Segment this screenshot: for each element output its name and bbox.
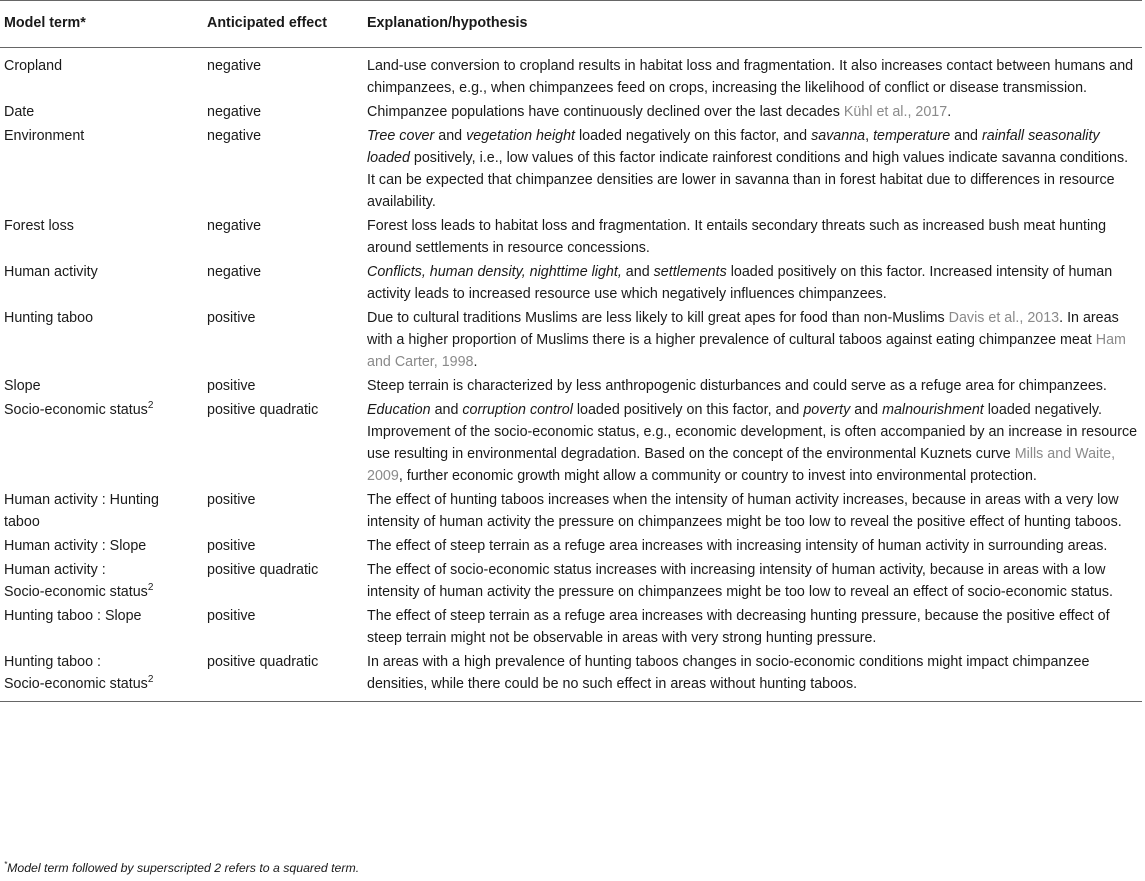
table-row <box>0 99 1142 123</box>
cell-explanation: Steep terrain is characterized by less anthropogenic disturbances and could serve as a refuge area for chimpanzees. <box>367 378 1107 394</box>
explanation-text: , <box>865 128 874 144</box>
table-row <box>0 533 1142 557</box>
cell-explanation: The effect of hunting taboos increases when the intensity of human activity increases, because in areas with a very low intensity of human activity the pressure on chimpanzees might be too low to reveal the positive effect of hunting taboos. <box>367 492 1122 530</box>
citation-link[interactable]: Mills and Waite, 2009 <box>367 446 1116 484</box>
explanation-text: . <box>947 104 952 120</box>
cell-explanation <box>363 305 1142 373</box>
table-row <box>0 259 1142 305</box>
citation-link[interactable]: Davis et al., 2013 <box>948 310 1060 326</box>
cell-explanation <box>363 99 1142 123</box>
italic-term: settlements <box>653 264 727 280</box>
explanation-text: Chimpanzee populations have continuously declined over the last decades <box>367 104 844 120</box>
cell-explanation: The effect of steep terrain as a refuge area increases with decreasing hunting pressure, because the positive effect of steep terrain might not be observable in areas with very strong hunting pressure. <box>367 608 1110 646</box>
table-row <box>0 649 1142 702</box>
citation-link[interactable]: Kühl et al., 2017 <box>843 104 948 120</box>
header-model-term-label: Model term <box>4 15 81 31</box>
explanation-text: and <box>434 128 467 144</box>
cell-effect: positive <box>207 378 256 394</box>
cell-term: Hunting taboo : Slope <box>4 608 142 624</box>
cell-term: Hunting taboo <box>4 310 94 326</box>
table-row <box>0 487 1142 533</box>
cell-term: Human activity : Slope <box>4 538 147 554</box>
italic-term: vegetation height <box>466 128 575 144</box>
cell-effect: positive quadratic <box>207 562 319 578</box>
cell-effect: positive <box>207 608 256 624</box>
cell-explanation <box>363 397 1142 487</box>
cell-effect: negative <box>207 104 262 120</box>
footnote-asterisk: * <box>4 859 8 869</box>
cell-term: Forest loss <box>4 218 74 234</box>
cell-term: Human activity : Hunting taboo <box>4 492 159 530</box>
cell-explanation: Forest loss leads to habitat loss and fragmentation. It entails secondary threats such as increased bush meat hunting around settlements in resource concessions. <box>367 218 1107 256</box>
cell-term <box>0 557 201 603</box>
cell-term <box>0 397 201 487</box>
table-row <box>0 213 1142 259</box>
cell-explanation <box>363 123 1142 213</box>
term-label: Socio-economic status <box>4 402 148 418</box>
explanation-text: loaded negatively. Improvement of the socio-economic status, e.g., economic development, is often accompanied by an increase in resource use resulting in environmental degradation. Based on the concept of the environmental Kuznets curve <box>367 402 1138 462</box>
table-row <box>0 603 1142 649</box>
italic-term: rainfall seasonality loaded <box>367 128 1100 166</box>
table-row <box>0 557 1142 603</box>
table-row <box>0 373 1142 397</box>
header-asterisk: * <box>80 15 86 31</box>
term-label: Hunting taboo : <box>4 654 101 670</box>
term-label: Human activity : <box>4 562 106 578</box>
cell-term: Human activity <box>4 264 98 280</box>
italic-term: Education <box>367 402 431 418</box>
superscript-2: 2 <box>147 400 154 412</box>
header-model-term <box>0 1 201 48</box>
cell-effect: negative <box>207 58 262 74</box>
explanation-text: and <box>621 264 654 280</box>
italic-term: corruption control <box>462 402 573 418</box>
cell-effect: positive <box>207 492 256 508</box>
cell-effect: positive quadratic <box>201 649 363 702</box>
cell-effect: positive quadratic <box>207 402 319 418</box>
cell-explanation: Land-use conversion to cropland results in habitat loss and fragmentation. It also increases contact between humans and chimpanzees, e.g., when chimpanzees feed on crops, increasing the likelihood of conflict or disease transmission. <box>367 58 1134 96</box>
cell-term: Cropland <box>4 58 63 74</box>
cell-effect: negative <box>207 218 262 234</box>
table-row <box>0 123 1142 213</box>
header-explanation: Explanation/hypothesis <box>363 1 1142 48</box>
explanation-text: . In areas with a higher proportion of Muslims there is a higher prevalence of cultural taboos against eating chimpanzee meat <box>367 310 1119 348</box>
cell-effect: negative <box>207 264 262 280</box>
italic-term: malnourishment <box>882 402 984 418</box>
italic-term: temperature <box>873 128 951 144</box>
cell-term: Slope <box>4 378 41 394</box>
cell-explanation: In areas with a high prevalence of hunting taboos changes in socio-economic conditions might impact chimpanzee densities, while there could be no such effect in areas without hunting taboos. <box>363 649 1142 702</box>
cell-explanation: The effect of steep terrain as a refuge area increases with increasing intensity of human activity in surrounding areas. <box>367 538 1108 554</box>
term-label: Socio-economic status <box>4 676 148 692</box>
cell-term <box>0 649 201 702</box>
cell-term: Date <box>4 104 35 120</box>
table-header-row <box>0 1 1142 48</box>
term-label: Socio-economic status <box>4 584 148 600</box>
explanation-text: loaded positively on this factor, and <box>572 402 804 418</box>
citation-link[interactable]: Ham and Carter, 1998 <box>367 332 1126 370</box>
explanation-text: loaded negatively on this factor, and <box>575 128 812 144</box>
cell-effect: positive <box>207 538 256 554</box>
table-row <box>0 305 1142 373</box>
cell-term: Environment <box>4 128 85 144</box>
cell-explanation: The effect of socio-economic status increases with increasing intensity of human activity, because in areas with a low intensity of human activity the pressure on chimpanzees might be too low to reveal an effect of socio-economic status. <box>367 562 1113 600</box>
explanation-text: and <box>430 402 463 418</box>
italic-term: savanna <box>811 128 866 144</box>
superscript-2: 2 <box>147 674 154 686</box>
explanation-text: . <box>473 354 478 370</box>
table-row <box>0 48 1142 100</box>
header-anticipated-effect: Anticipated effect <box>201 1 363 48</box>
footnote-text: Model term followed by superscripted 2 refers to a squared term. <box>7 861 360 875</box>
italic-term: Tree cover <box>367 128 435 144</box>
cell-effect: negative <box>207 128 262 144</box>
explanation-text: and <box>950 128 982 144</box>
explanation-text: positively, i.e., low values of this factor indicate rainforest conditions and high values indicate savanna conditions. It can be expected that chimpanzee densities are lower in savanna than in forest habitat due to differences in resource availability. <box>367 150 1129 210</box>
cell-explanation <box>363 259 1142 305</box>
table-footnote <box>4 861 359 875</box>
explanation-text: , further economic growth might allow a community or country to invest into environmental protection. <box>398 468 1037 484</box>
table-row <box>0 397 1142 487</box>
superscript-2: 2 <box>147 582 154 594</box>
italic-term: Conflicts, human density, nighttime light, <box>367 264 622 280</box>
explanation-text: Due to cultural traditions Muslims are less likely to kill great apes for food than non-Muslims <box>367 310 949 326</box>
explanation-text: loaded positively on this factor. Increased intensity of human activity leads to increased resource use which negatively influences chimpanzees. <box>367 264 1113 302</box>
cell-effect: positive <box>207 310 256 326</box>
italic-term: poverty <box>803 402 851 418</box>
explanation-text: and <box>850 402 883 418</box>
